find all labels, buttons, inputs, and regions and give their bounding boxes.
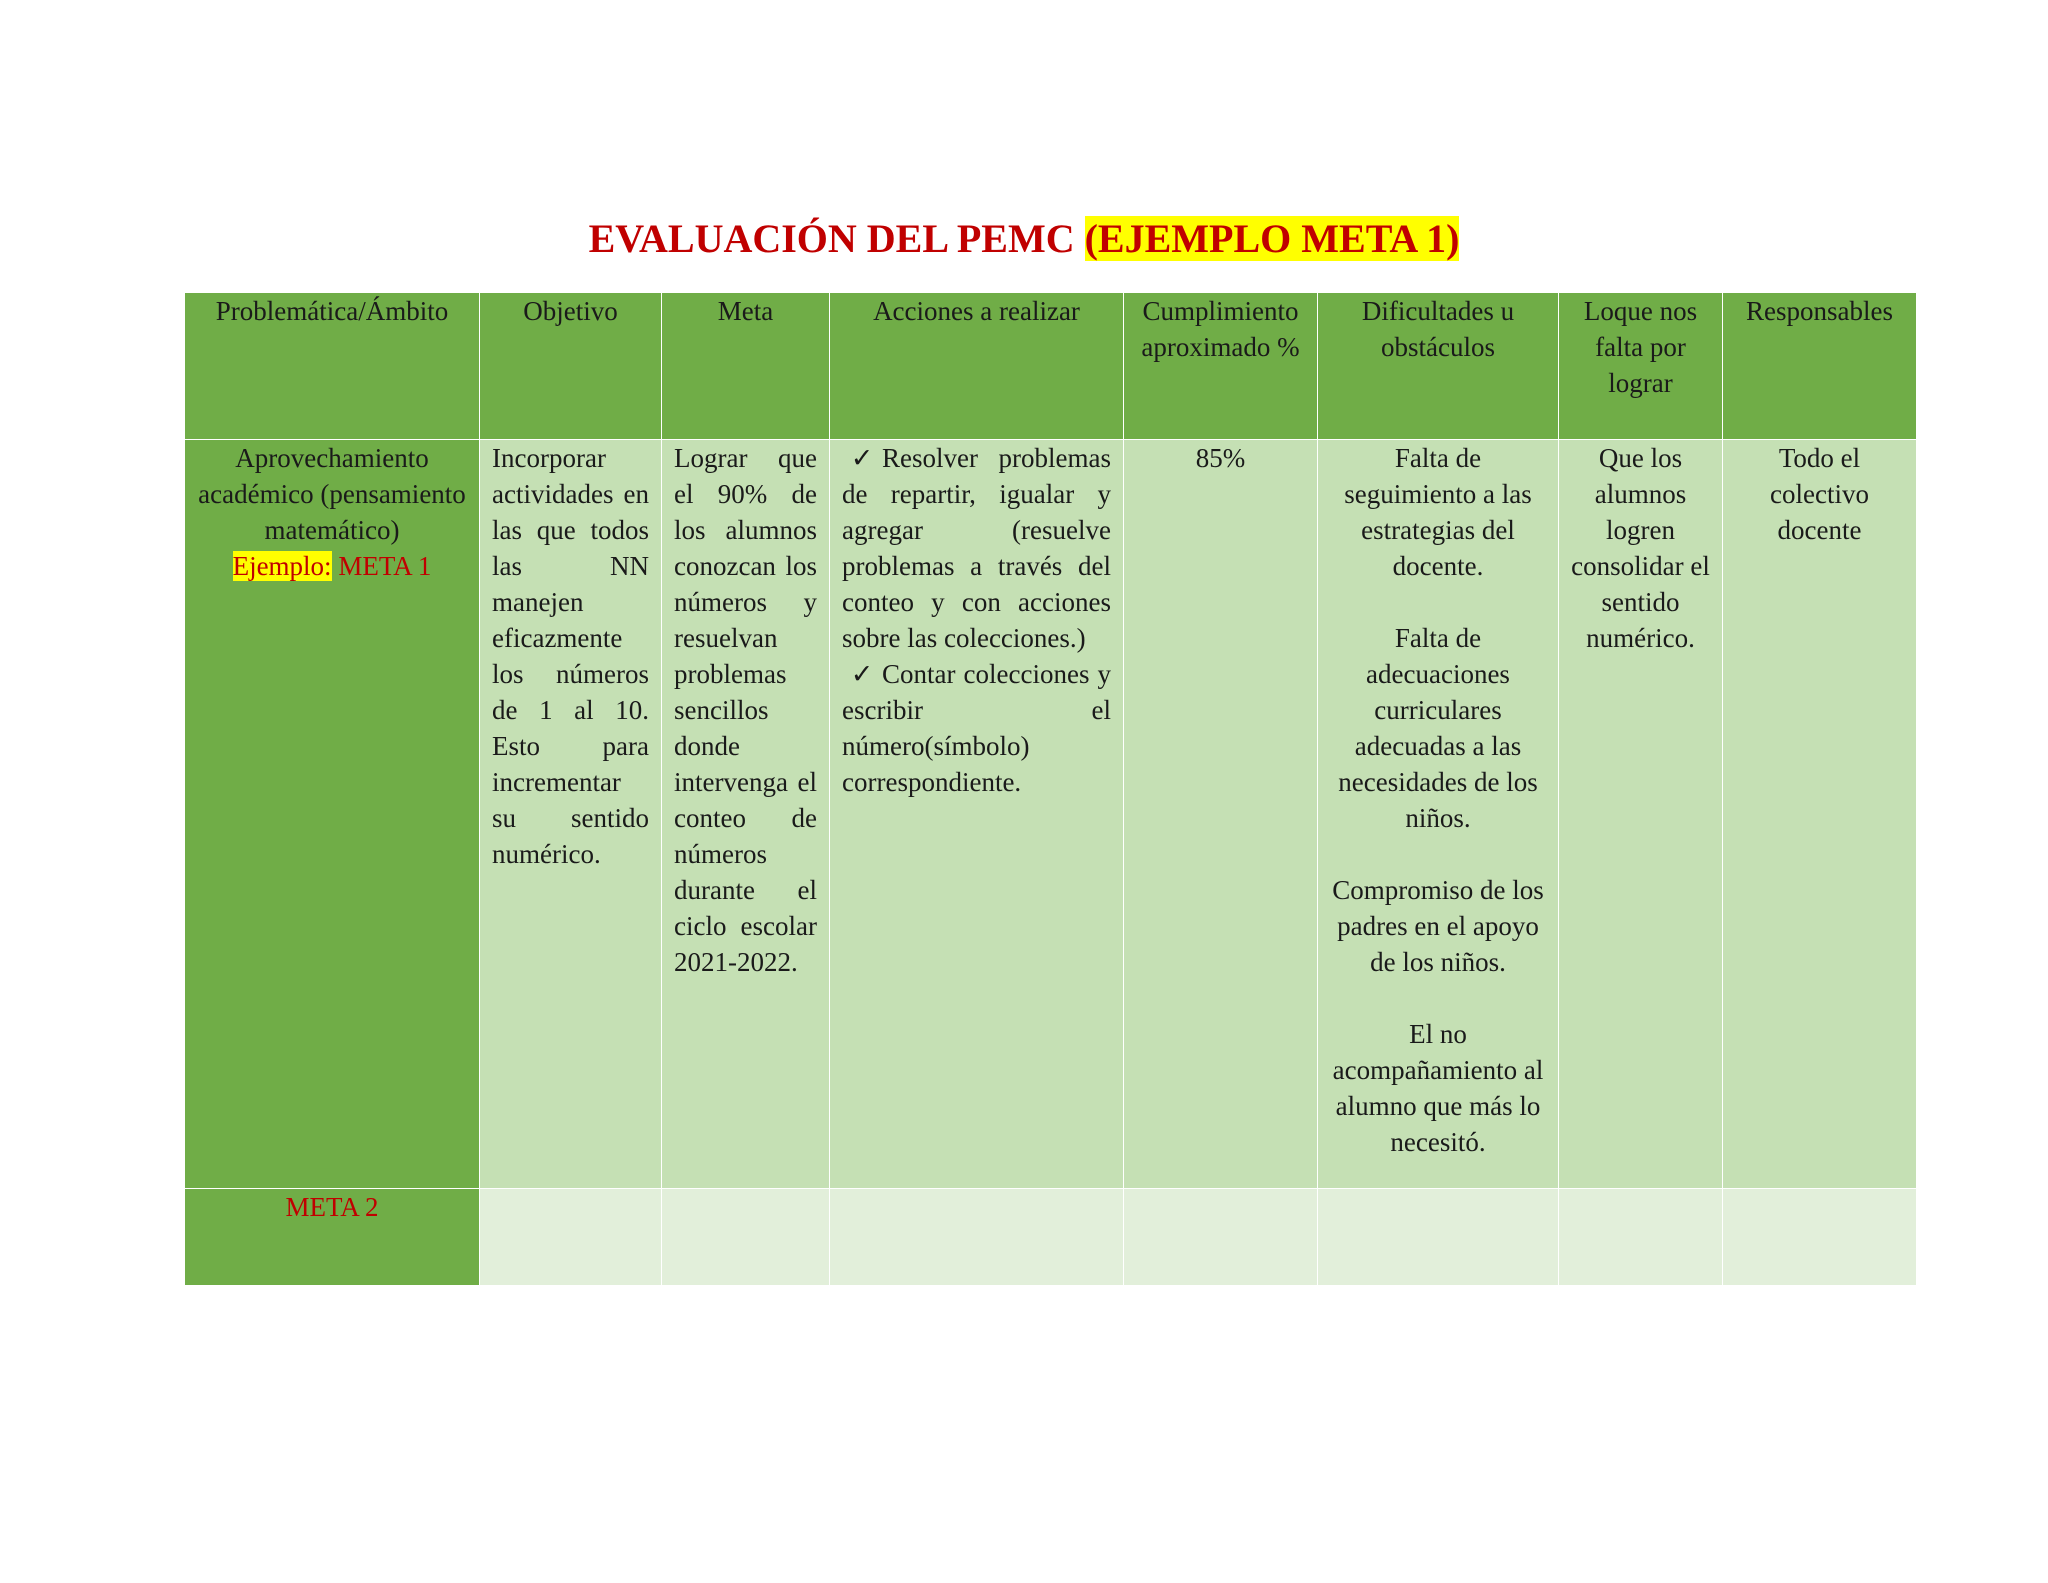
header-cell: Dificultades u obstáculos [1318, 293, 1559, 440]
header-cell: Cumplimiento aproximado % [1124, 293, 1318, 440]
header-cell: Objetivo [480, 293, 662, 440]
checkmark-icon: ✓ [850, 659, 874, 689]
checkmark-icon: ✓ [850, 443, 874, 473]
acciones-cell [830, 440, 1124, 1189]
cumplimiento-cell: 85% [1124, 440, 1318, 1189]
meta-1-label: META 1 [331, 551, 432, 581]
acciones-list [842, 440, 1111, 800]
list-item [842, 656, 1111, 800]
header-cell: Problemática/Ámbito [185, 293, 480, 440]
header-cell: Acciones a realizar [830, 293, 1124, 440]
table-row-meta-2 [185, 1189, 1917, 1286]
dificultad-text: Falta de adecuaciones curriculares adecuadas a las necesidades de los niños. [1338, 623, 1538, 833]
list-item [842, 440, 1111, 656]
table-header-row [185, 293, 1917, 440]
evaluation-table [184, 292, 1917, 1286]
objetivo-cell: Incorporar actividades en las que todos las NN manejen eficazmente los números de 1 al 10. Esto para incrementar su sentido numérico. [480, 440, 662, 1189]
empty-cell [1559, 1189, 1723, 1286]
ambito-cell [185, 440, 480, 1189]
dificultad-text: El no acompañamiento al alumno que más lo necesitó. [1332, 1019, 1544, 1157]
accion-text: Contar colecciones y escribir el número(símbolo) correspondiente. [842, 659, 1111, 797]
empty-cell [1318, 1189, 1559, 1286]
empty-cell [662, 1189, 830, 1286]
empty-cell [1723, 1189, 1917, 1286]
responsables-cell: Todo el colectivo docente [1723, 440, 1917, 1189]
dificultad-text: Compromiso de los padres en el apoyo de los niños. [1332, 875, 1544, 977]
dificultades-cell [1318, 440, 1559, 1189]
empty-cell [480, 1189, 662, 1286]
ambito-text: Aprovechamiento académico (pensamiento matemático) [198, 443, 466, 545]
meta-2-label: META 2 [185, 1189, 480, 1286]
document-title [0, 214, 2048, 264]
empty-cell [830, 1189, 1124, 1286]
accion-text: Resolver problemas de repartir, igualar y agregar (resuelve problemas a través del conteo y con acciones sobre las colecciones.) [842, 443, 1111, 653]
meta-cell: Lograr que el 90% de los alumnos conozcan los números y resuelvan problemas sencillos donde intervenga el conteo de números durante el ciclo escolar 2021-2022. [662, 440, 830, 1189]
dificultad-text: Falta de seguimiento a las estrategias del docente. [1344, 443, 1532, 581]
empty-cell [1124, 1189, 1318, 1286]
header-cell: Meta [662, 293, 830, 440]
title-highlight: (EJEMPLO META 1) [1084, 216, 1460, 261]
title-main: EVALUACIÓN DEL PEMC [588, 216, 1085, 261]
table-row-meta-1 [185, 440, 1917, 1189]
header-cell: Responsables [1723, 293, 1917, 440]
ejemplo-label: Ejemplo: [232, 551, 332, 581]
header-cell: Loque nos falta por lograr [1559, 293, 1723, 440]
falta-cell: Que los alumnos logren consolidar el sentido numérico. [1559, 440, 1723, 1189]
